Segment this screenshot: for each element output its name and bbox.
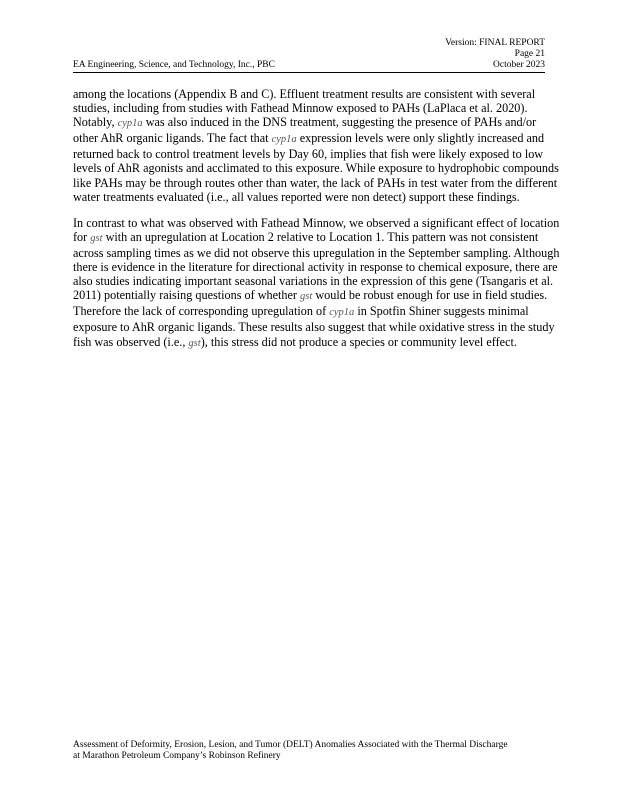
report-version: Version: FINAL REPORT xyxy=(445,38,545,48)
gene-name: gst xyxy=(90,232,103,244)
gene-name: cyp1a xyxy=(117,118,143,130)
footer xyxy=(73,740,553,762)
header-rule xyxy=(73,72,545,73)
paragraph-1 xyxy=(73,87,561,204)
company-name: EA Engineering, Science, and Technology, Inc., PBC xyxy=(73,60,275,70)
text-run: expression levels were only slightly increased and returned back to control treatment levels by Day 60, implies that fish were likely exposed to low levels of AhR agonists and acclimated to this exposure. While exposure to hydrophobic compounds like PAHs may be through routes other than water, the lack of PAHs in test water from the different water treatments evaluated (i.e., all values reported were non detect) support these findings. xyxy=(73,131,559,204)
paragraph-2 xyxy=(73,216,561,351)
text-run: would be robust enough for use in field studies. Therefore the lack of corresponding upregulation of xyxy=(73,288,548,319)
body-text xyxy=(73,87,561,363)
gene-name: cyp1a xyxy=(329,307,355,319)
text-run: in Spotfin Shiner suggests minimal exposure to AhR organic ligands. These results also suggest that while oxidative stress in the study fish was observed (i.e., xyxy=(73,304,555,349)
text-run: In contrast to what was observed with Fathead Minnow, we observed a significant effect of location for xyxy=(73,215,560,244)
report-date: October 2023 xyxy=(493,60,545,70)
text-run: with an upregulation at Location 2 relative to Location 1. This pattern was not consistent across sampling times as we did not observe this upregulation in the September sampling. Although there is evidence in the literature for directional activity in response to chemical exposure, there are also studies indicating important seasonal variations in the expression of this gene (Tsangaris et al. 2011) potentially raising questions of whether xyxy=(73,229,560,303)
footer-title-line-2: at Marathon Petroleum Company’s Robinson Refinery xyxy=(73,751,281,761)
page-number: Page 21 xyxy=(514,49,545,59)
text-run: ), this stress did not produce a species or community level effect. xyxy=(200,334,517,349)
header-right xyxy=(445,38,545,71)
gene-name: cyp1a xyxy=(271,134,297,146)
text-run: among the locations (Appendix B and C). Effluent treatment results are consistent with several studies, including from studies with Fathead Minnow exposed to PAHs (LaPlaca et al. 2020). Notably, xyxy=(73,87,536,130)
text-run: was also induced in the DNS treatment, suggesting the presence of PAHs and/or other AhR organic ligands. The fact that xyxy=(73,115,537,146)
gene-name: gst xyxy=(188,337,201,349)
gene-name: gst xyxy=(300,291,313,303)
footer-title-line-1: Assessment of Deformity, Erosion, Lesion, and Tumor (DELT) Anomalies Associated with the Thermal Discharge xyxy=(73,740,508,750)
